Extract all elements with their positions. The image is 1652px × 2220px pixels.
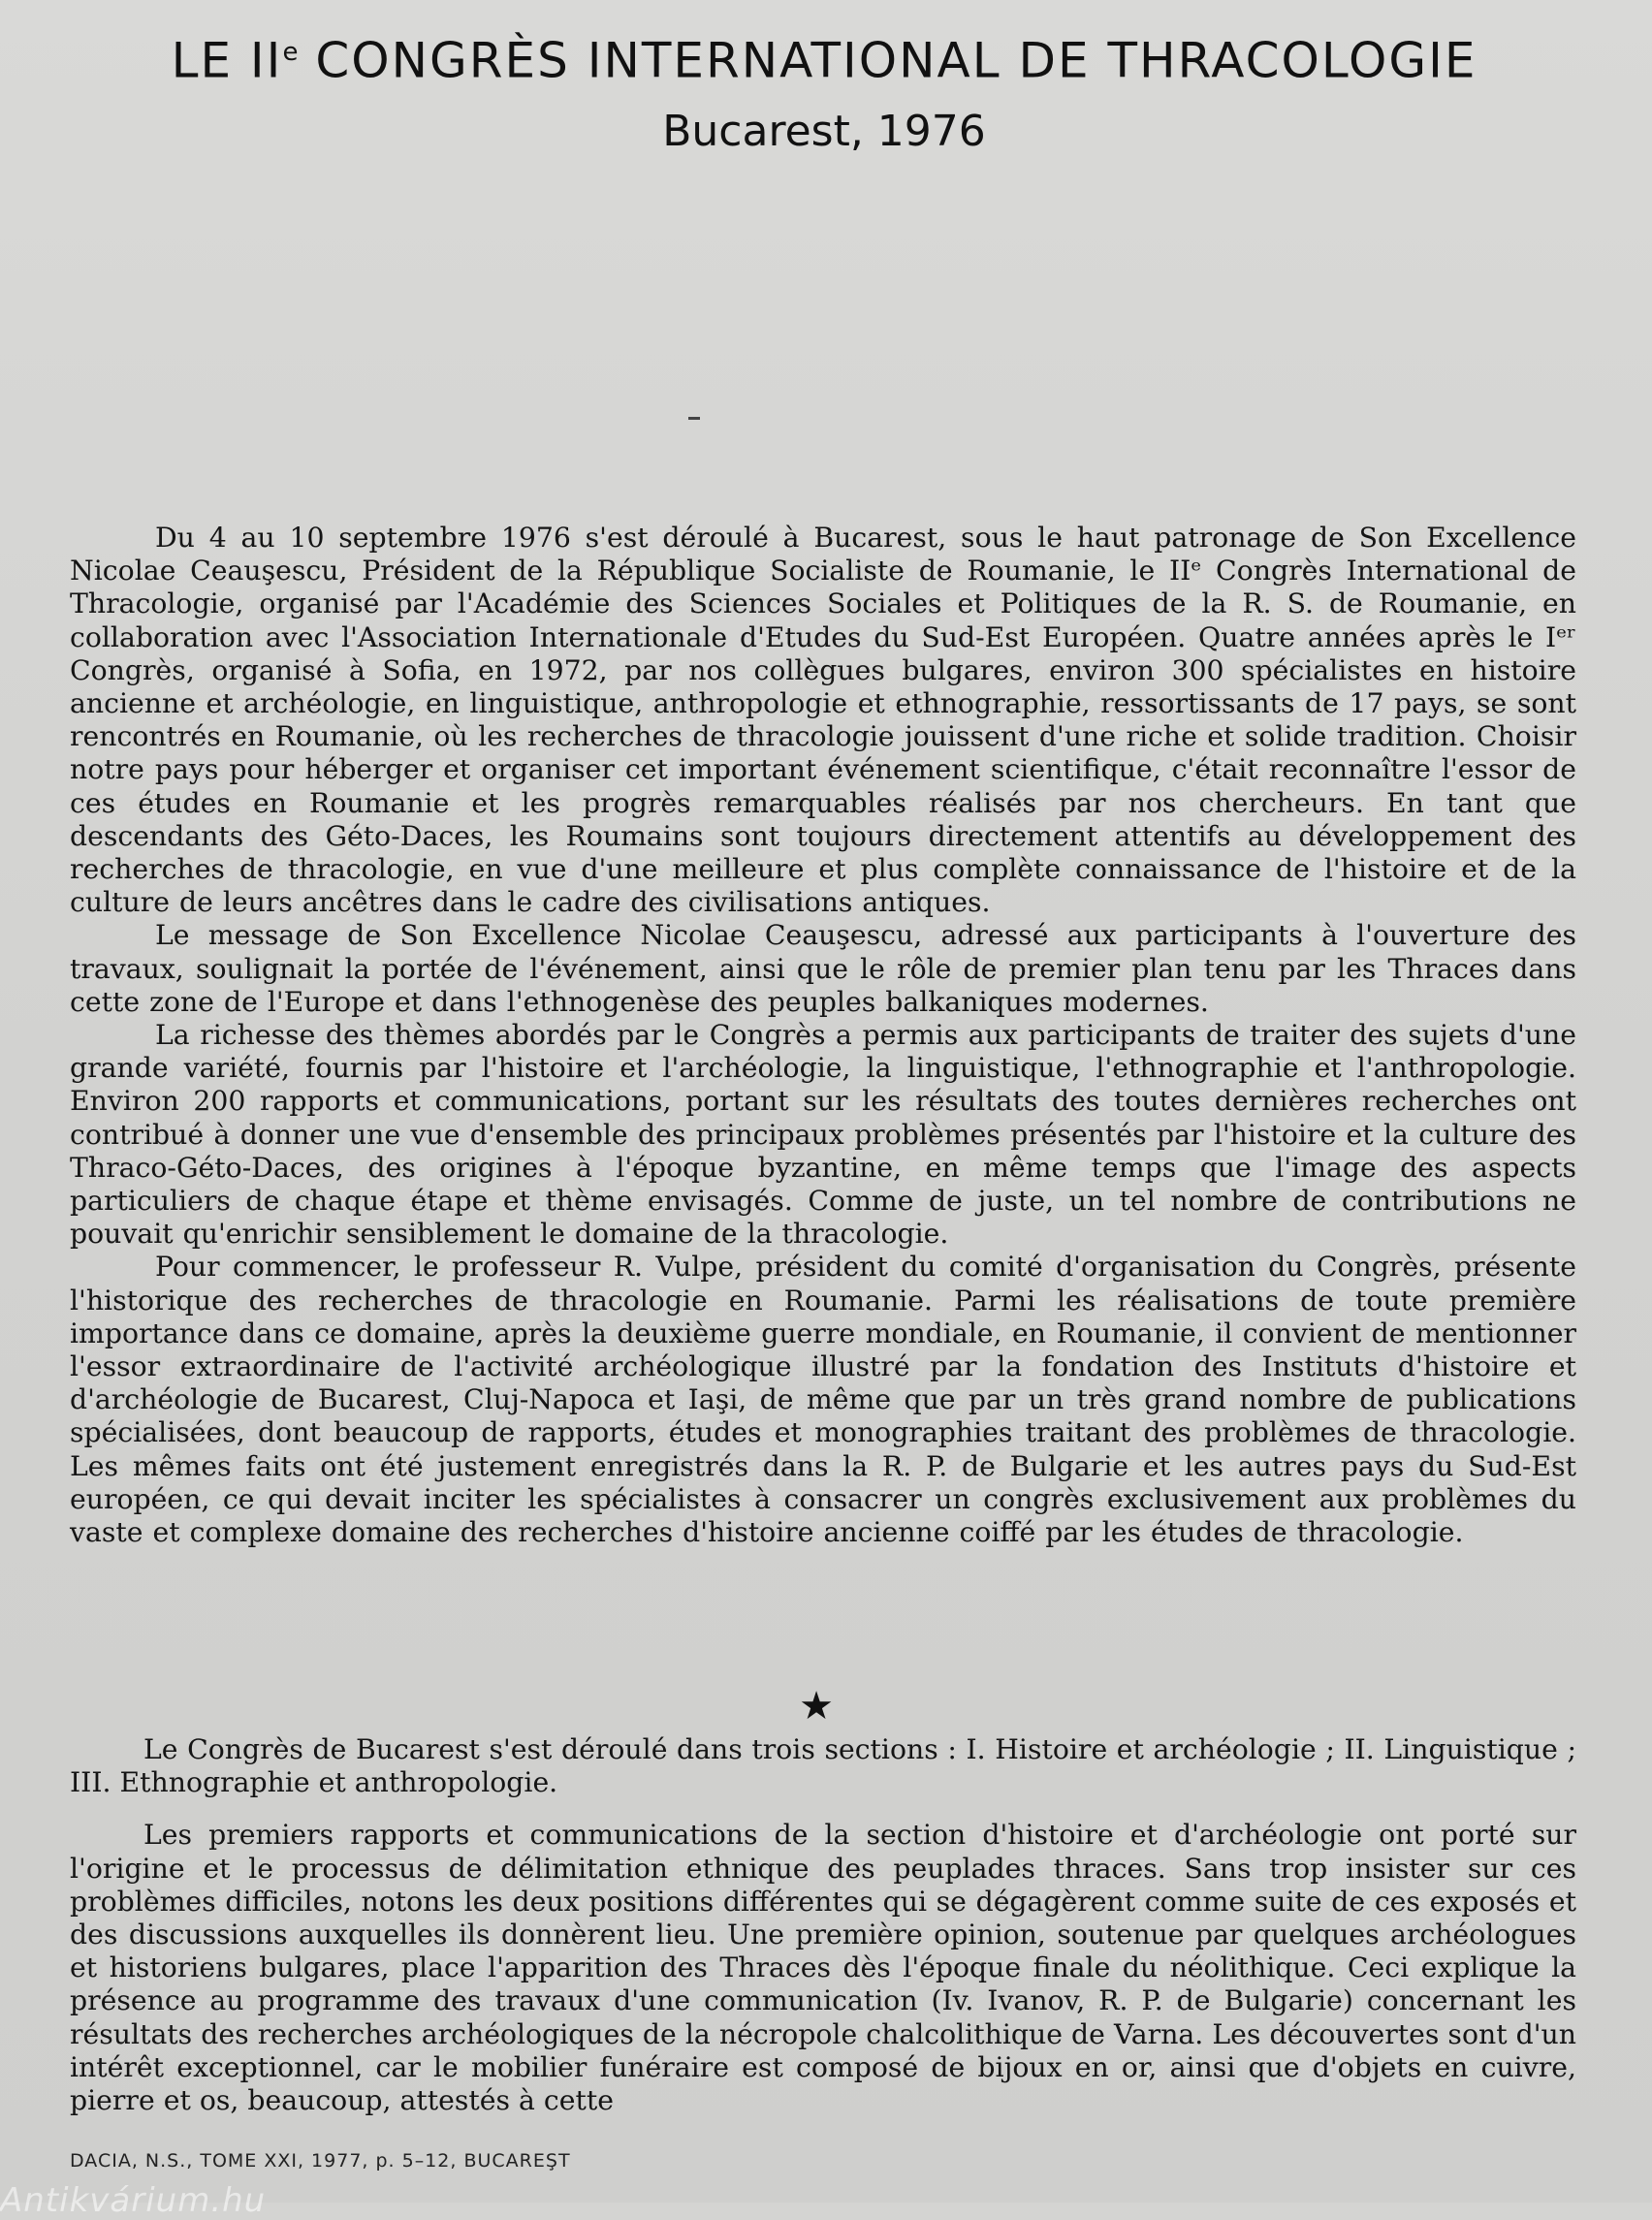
- paragraph: Le message de Son Excellence Nicolae Ceauşescu, adressé aux participants à l'ouverture des travaux, soulignait la portée de l'événement, ainsi que le rôle de premier plan tenu par les Thraces dans cette zone de l'Europe et dans l'ethnogenèse des peuples balkaniques modernes.: [70, 919, 1576, 1018]
- article-body-continued: [70, 1733, 1576, 2117]
- page-title: [68, 23, 1580, 90]
- title-superscript: e: [282, 38, 299, 67]
- paragraph: Le Congrès de Bucarest s'est déroulé dans trois sections : I. Histoire et archéologie ; II. Linguistique ; III. Ethnographie et anthropologie.: [70, 1733, 1576, 1799]
- watermark: Antikvárium.hu: [0, 2181, 267, 2220]
- paragraph: Les premiers rapports et communications de la section d'histoire et d'archéologie ont porté sur l'origine et le processus de délimitation ethnique des peuplades thraces. Sans trop insister sur ces problèmes difficiles, notons les deux positions différentes qui se dégagèrent comme suite de ces exposés et des discussions auxquelles ils donnèrent lieu. Une première opinion, soutenue par quelques archéologues et historiens bulgares, place l'apparition des Thraces dès l'époque finale du néolithique. Ceci explique la présence au programme des travaux d'une communication (Iv. Ivanov, R. P. de Bulgarie) concernant les résultats des recherches archéologiques de la nécropole chalcolithique de Varna. Les découvertes sont d'un intérêt exceptionnel, car le mobilier funéraire est composé de bijoux en or, ainsi que d'objets en cuivre, pierre et os, beaucoup, attestés à cette: [70, 1819, 1576, 2117]
- title-part-1: LE II: [171, 32, 283, 89]
- separator-dash: [688, 417, 700, 420]
- section-separator-star-icon: ★: [799, 1684, 834, 1728]
- paragraph: Pour commencer, le professeur R. Vulpe, président du comité d'organisation du Congrès, présente l'historique des recherches de thracologie en Roumanie. Parmi les réalisations de toute première importance dans ce domaine, après la deuxième guerre mondiale, en Roumanie, il convient de mentionner l'essor extraordinaire de l'activité archéologique illustré par la fondation des Instituts d'histoire et d'archéologie de Bucarest, Cluj-Napoca et Iaşi, de même que par un très grand nombre de publications spécialisées, dont beaucoup de rapports, études et monographies traitant des problèmes de thracologie. Les mêmes faits ont été justement enregistrés dans la R. P. de Bulgarie et les autres pays du Sud-Est européen, ce qui devait inciter les spécialistes à consacrer un congrès exclusivement aux problèmes du vaste et complexe domaine des recherches d'histoire ancienne coiffé par les études de thracologie.: [70, 1251, 1576, 1549]
- citation-footer: DACIA, N.S., TOME XXI, 1977, p. 5–12, BUCAREŞT: [70, 2150, 571, 2172]
- page-subtitle: Bucarest, 1976: [662, 107, 986, 156]
- paragraph: La richesse des thèmes abordés par le Congrès a permis aux participants de traiter des sujets d'une grande variété, fournis par l'histoire et l'archéologie, la linguistique, l'ethnographie et l'anthropologie. Environ 200 rapports et communications, portant sur les résultats des toutes dernières recherches ont contribué à donner une vue d'ensemble des principaux problèmes présentés par l'histoire et la culture des Thraco-Géto-Daces, des origines à l'époque byzantine, en même temps que l'image des aspects particuliers de chaque étape et thème envisagés. Comme de juste, un tel nombre de contributions ne pouvait qu'enrichir sensiblement le domaine de la thracologie.: [70, 1019, 1576, 1251]
- article-body: [70, 522, 1576, 1549]
- paragraph: Du 4 au 10 septembre 1976 s'est déroulé à Bucarest, sous le haut patronage de Son Excellence Nicolae Ceauşescu, Président de la République Socialiste de Roumanie, le IIᵉ Congrès International de Thracologie, organisé par l'Académie des Sciences Sociales et Politiques de la R. S. de Roumanie, en collaboration avec l'Association Internationale d'Etudes du Sud-Est Européen. Quatre années après le Iᵉʳ Congrès, organisé à Sofia, en 1972, par nos collègues bulgares, environ 300 spécialistes en histoire ancienne et archéologie, en linguistique, anthropologie et ethnographie, ressortissants de 17 pays, se sont rencontrés en Roumanie, où les recherches de thracologie jouissent d'une riche et solide tradition. Choisir notre pays pour héberger et organiser cet important événement scientifique, c'était reconnaître l'essor de ces études en Roumanie et les progrès remarquables réalisés par nos chercheurs. En tant que descendants des Géto-Daces, les Roumains sont toujours directement attentifs au développement des recherches de thracologie, en vue d'une meilleure et plus complète connaissance de l'histoire et de la culture de leurs ancêtres dans le cadre des civilisations antiques.: [70, 522, 1576, 919]
- title-part-2: CONGRÈS INTERNATIONAL DE THRACOLOGIE: [298, 32, 1477, 89]
